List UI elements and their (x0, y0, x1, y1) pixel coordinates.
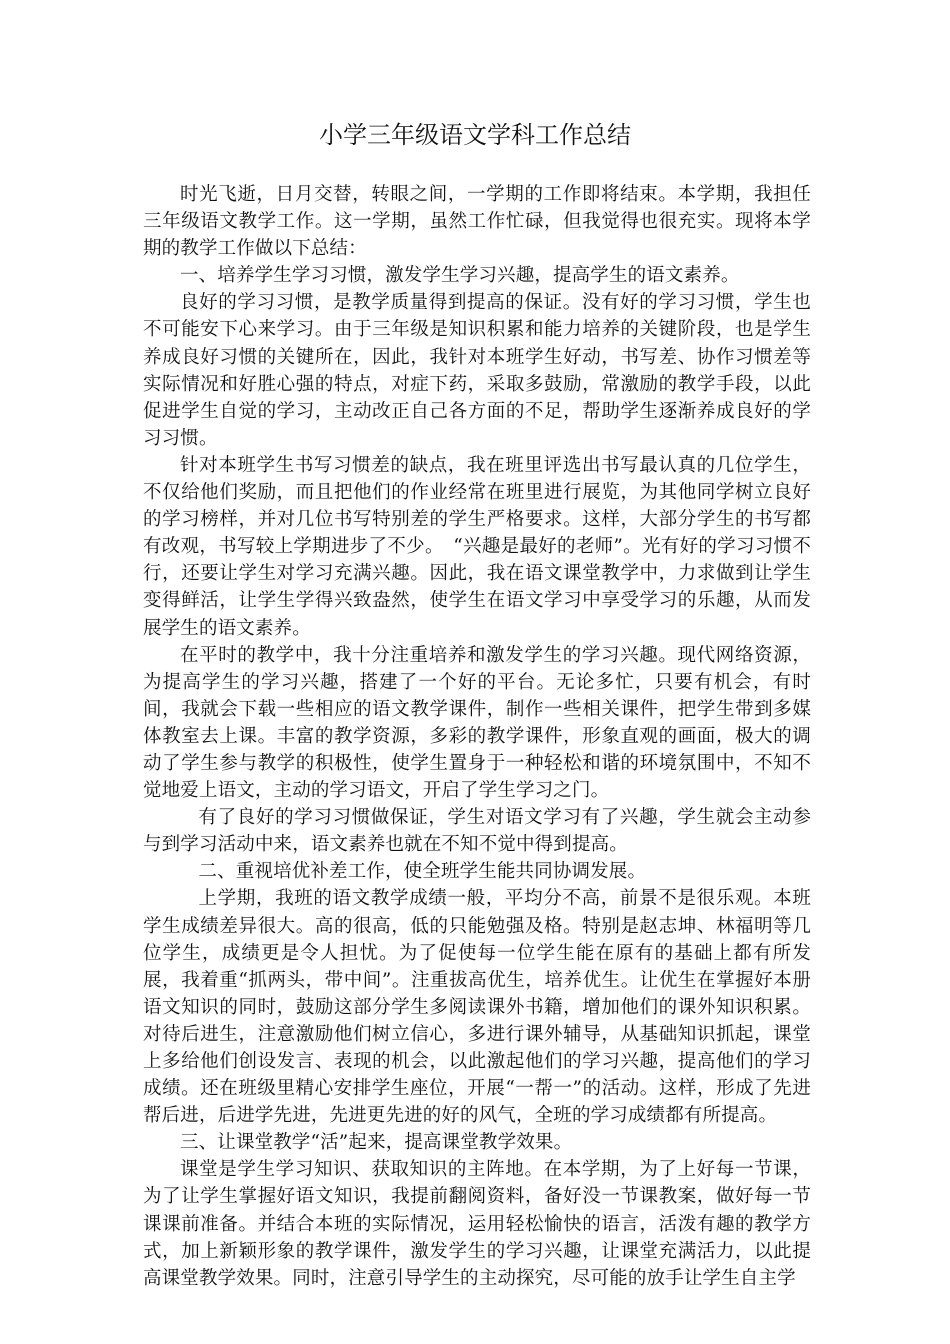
section-heading-3: 三、让课堂教学“活”起来，提高课堂教学效果。 (180, 1132, 573, 1154)
paragraph-habits: 良好的学习习惯，是教学质量得到提高的保证。没有好的学习习惯，学生也不可能安下心来学习。由于三年级是知识积累和能力培养的关键阶段，也是学生养成良好习惯的关键所在，因此，我针对本班学生好动，书写差、协作习惯差等实际情况和好胜心强的特点，对症下药，采取多鼓励，常激励的教学手段，以此促进学生自觉的学习，主动改正自己各方面的不足，帮助学生逐渐养成良好的学习习惯。 (143, 292, 811, 449)
section-heading-1: 一、培养学生学习习惯，激发学生学习兴趣，提高学生的语文素养。 (180, 265, 740, 287)
paragraph-literacy: 有了良好的学习习惯做保证，学生对语文学习有了兴趣，学生就会主动参与到学习活动中来，语文素养也就在不知不觉中得到提高。 (143, 807, 811, 856)
document-body (143, 181, 811, 1292)
paragraph-interest: 在平时的教学中，我十分注重培养和激发学生的学习兴趣。现代网络资源，为提高学生的学习兴趣，搭建了一个好的平台。无论多忙，只要有机会，有时间，我就会下载一些相应的语文教学课件，制作一些相关课件，把学生带到多媒体教室去上课。丰富的教学资源，多彩的教学课件，形象直观的画面，极大的调动了学生参与教学的积极性，使学生置身于一种轻松和谐的环境氛围中，不知不觉地爱上语文，主动的学习语文，开启了学生学习之门。 (143, 644, 811, 802)
paragraph-tutoring: 上学期，我班的语文教学成绩一般，平均分不高，前景不是很乐观。本班学生成绩差异很大。高的很高，低的只能勉强及格。特别是赵志坤、林福明等几位学生，成绩更是令人担忧。为了促使每一位学生能在原有的基础上都有所发展，我着重“抓两头，带中间”。注重拔高优生，培养优生。让优生在掌握好本册语文知识的同时，鼓励这部分学生多阅读课外书籍，增加他们的课外知识积累。对待后进生，注意激励他们树立信心，多进行课外辅导，从基础知识抓起，课堂上多给他们创设发言、表现的机会，以此激起他们的学习兴趣，提高他们的学习成绩。还在班级里精心安排学生座位，开展“一帮一”的活动。这样，形成了先进帮后进，后进学先进，先进更先进的好的风气，全班的学习成绩都有所提高。 (143, 888, 811, 1127)
section-heading-2: 二、重视培优补差工作，使全班学生能共同协调发展。 (198, 861, 647, 883)
paragraph-classroom: 课堂是学生学习知识、获取知识的主阵地。在本学期，为了上好每一节课，为了让学生掌握好语文知识，我提前翻阅资料，备好没一节课教案，做好每一节课课前准备。并结合本班的实际情况，运用轻松愉快的语言，活泼有趣的教学方式，加上新颖形象的教学课件，激发学生的学习兴趣，让课堂充满活力，以此提高课堂教学效果。同时，注意引导学生的主动探究，尽可能的放手让学生自主学 (143, 1159, 811, 1289)
paragraph-writing: 针对本班学生书写习惯差的缺点，我在班里评选出书写最认真的几位学生，不仅给他们奖励，而且把他们的作业经常在班里进行展览，为其他同学树立良好的学习榜样，并对几位书写特别差的学生严格要求。这样，大部分学生的书写都有改观，书写较上学期进步了不少。 “兴趣是最好的老师”。光有好的学习习惯不行，还要让学生对学习充满兴趣。因此，我在语文课堂教学中，力求做到让学生变得鲜活，让学生学得兴致盎然，使学生在语文学习中享受学习的乐趣，从而发展学生的语文素养。 (143, 454, 811, 639)
document-title: 小学三年级语文学科工作总结 (319, 121, 631, 149)
paragraph-intro: 时光飞逝，日月交替，转眼之间，一学期的工作即将结束。本学期，我担任三年级语文教学工作。这一学期，虽然工作忙碌，但我觉得也很充实。现将本学期的教学工作做以下总结： (143, 184, 811, 260)
